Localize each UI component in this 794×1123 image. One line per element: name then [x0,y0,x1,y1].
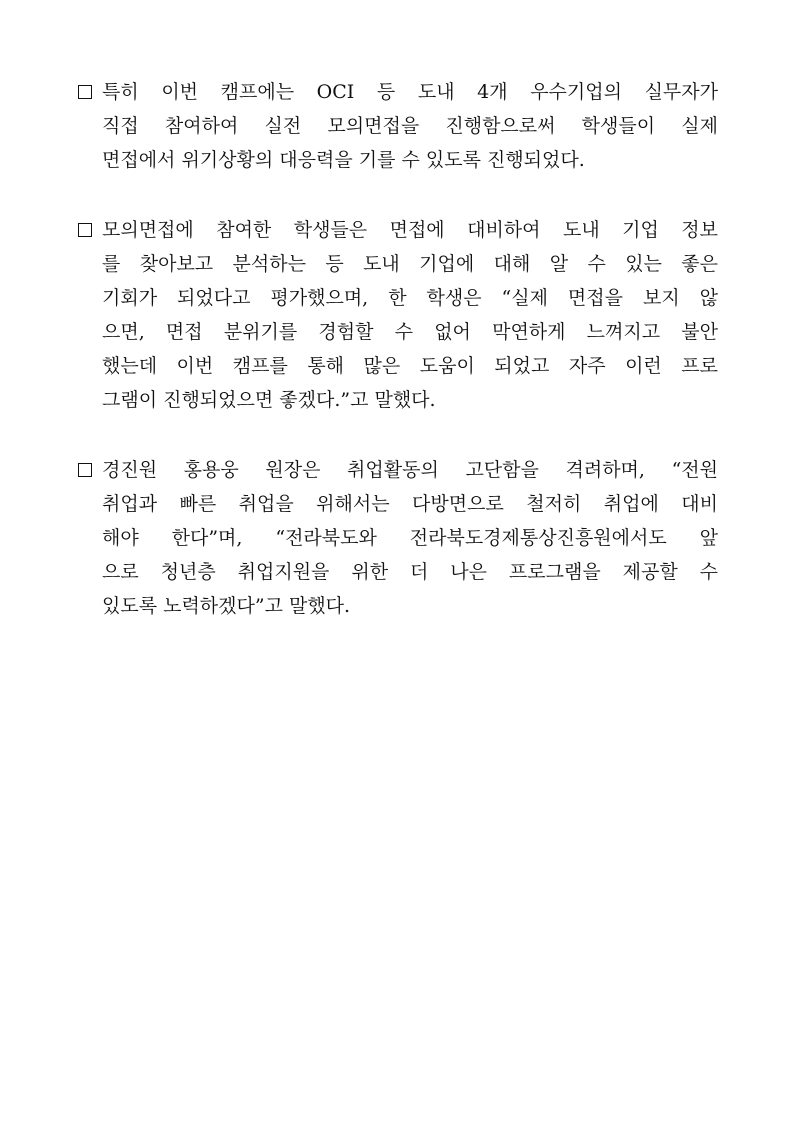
paragraph-director-remarks [78,453,718,623]
paragraph-line: 기회가 되었다고 평가했으며, 한 학생은 “실제 면접을 보지 않 [102,287,718,309]
paragraph-line [78,213,718,247]
paragraph-line: 으면, 면접 분위기를 경험할 수 없어 막연하게 느껴지고 불안 [102,321,718,343]
paragraph-line [78,453,718,487]
paragraph-line: 그램이 진행되었으면 좋겠다.”고 말했다. [102,389,436,411]
line-text: 경진원 홍용웅 원장은 취업활동의 고단함을 격려하며, “전원 [102,459,718,481]
paragraph-line: 해야 한다”며, “전라북도와 전라북도경제통상진흥원에서도 앞 [102,527,718,549]
line-text: 모의면접에 참여한 학생들은 면접에 대비하여 도내 기업 정보 [102,219,718,241]
paragraph-line [78,75,718,109]
paragraph-oci-mock-interview [78,75,718,177]
line-text: 특히 이번 캠프에는 OCI 등 도내 4개 우수기업의 실무자가 [102,81,718,103]
paragraph-student-feedback [78,213,718,417]
checkbox-bullet-icon [78,463,92,477]
paragraph-line: 으로 청년층 취업지원을 위한 더 나은 프로그램을 제공할 수 [102,561,718,583]
paragraph-line: 직접 참여하여 실전 모의면접을 진행함으로써 학생들이 실제 [102,115,718,137]
checkbox-bullet-icon [78,223,92,237]
paragraph-line: 면접에서 위기상황의 대응력을 기를 수 있도록 진행되었다. [102,149,585,171]
checkbox-bullet-icon [78,85,92,99]
paragraph-line: 를 찾아보고 분석하는 등 도내 기업에 대해 알 수 있는 좋은 [102,253,718,275]
paragraph-line: 있도록 노력하겠다”고 말했다. [102,595,351,617]
paragraph-line: 했는데 이번 캠프를 통해 많은 도움이 되었고 자주 이런 프로 [102,355,718,377]
paragraph-line: 취업과 빠른 취업을 위해서는 다방면으로 철저히 취업에 대비 [102,493,718,515]
